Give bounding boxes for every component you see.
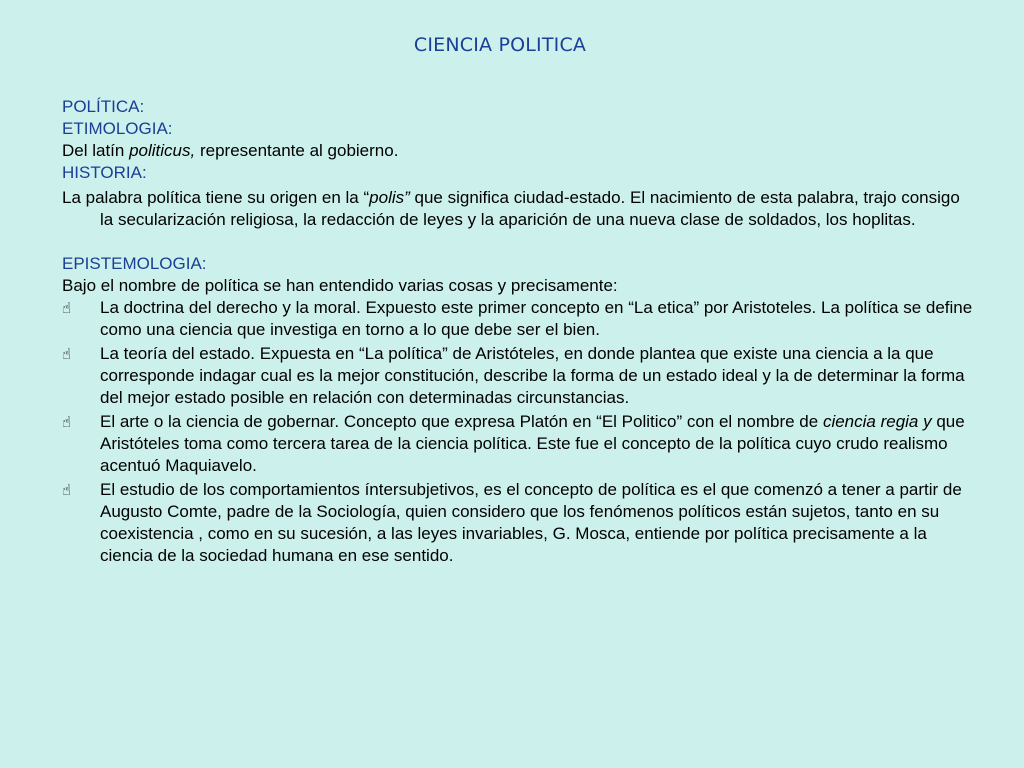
slide-content [62, 96, 974, 567]
slide-title: CIENCIA POLITICA [413, 34, 587, 56]
heading-etimologia: ETIMOLOGIA: [62, 119, 173, 138]
list-item [62, 343, 974, 409]
list-item [62, 411, 974, 477]
bullet-text: La doctrina del derecho y la moral. Expuesto este primer concepto en “La etica” por Aristoteles. La política se define como una ciencia que investiga en torno a lo que debe ser el bien. [100, 298, 973, 339]
heading-epistemologia: EPISTEMOLOGIA: [62, 254, 207, 273]
historia-text-pre: La palabra política tiene su origen en la “ [62, 188, 370, 207]
pointing-hand-icon: ☝ [62, 413, 72, 431]
heading-historia: HISTORIA: [62, 163, 147, 182]
list-item [62, 479, 974, 567]
bullet-list [62, 297, 974, 567]
etimologia-text-italic: politicus, [129, 141, 196, 160]
list-item [62, 297, 974, 341]
heading-politica: POLÍTICA: [62, 97, 145, 116]
etimologia-text [62, 140, 974, 162]
pointing-hand-icon: ☝ [62, 481, 72, 499]
epistemologia-intro: Bajo el nombre de política se han entendido varias cosas y precisamente: [62, 276, 618, 295]
bullet-text-pre: El arte o la ciencia de gobernar. Concepto que expresa Platón en “El Politico” con el nombre de [100, 412, 823, 431]
historia-text-post: que significa ciudad-estado. El nacimiento de esta palabra, trajo consigo la secularización religiosa, la redacción de leyes y la aparición de una nueva clase de soldados, los hoplitas. [100, 188, 960, 229]
historia-text-italic: polis” [369, 188, 410, 207]
bullet-text: El estudio de los comportamientos íntersubjetivos, es el concepto de política es el que comenzó a tener a partir de Augusto Comte, padre de la Sociología, quien considero que los fenómenos políticos están sujetos, tanto en su coexistencia , como en su sucesión, a las leyes invariables, G. Mosca, entiende por política precisamente a la ciencia de la sociedad humana en ese sentido. [100, 480, 962, 565]
bullet-text-italic: ciencia regia y [822, 412, 932, 431]
etimologia-text-post: representante al gobierno. [195, 141, 399, 160]
pointing-hand-icon: ☝ [62, 299, 72, 317]
historia-text [62, 187, 974, 231]
pointing-hand-icon: ☝ [62, 345, 72, 363]
bullet-text-post: que Aristóteles toma como tercera tarea de la ciencia política. Este fue el concepto de la política cuyo crudo realismo acentuó Maquiavelo. [100, 412, 965, 475]
bullet-text: La teoría del estado. Expuesta en “La política” de Aristóteles, en donde plantea que existe una ciencia a la que corresponde indagar cual es la mejor constitución, describe la forma de un estado ideal y la de determinar la forma del mejor estado posible en relación con determinadas circunstancias. [100, 344, 965, 407]
etimologia-text-pre: Del latín [62, 141, 130, 160]
